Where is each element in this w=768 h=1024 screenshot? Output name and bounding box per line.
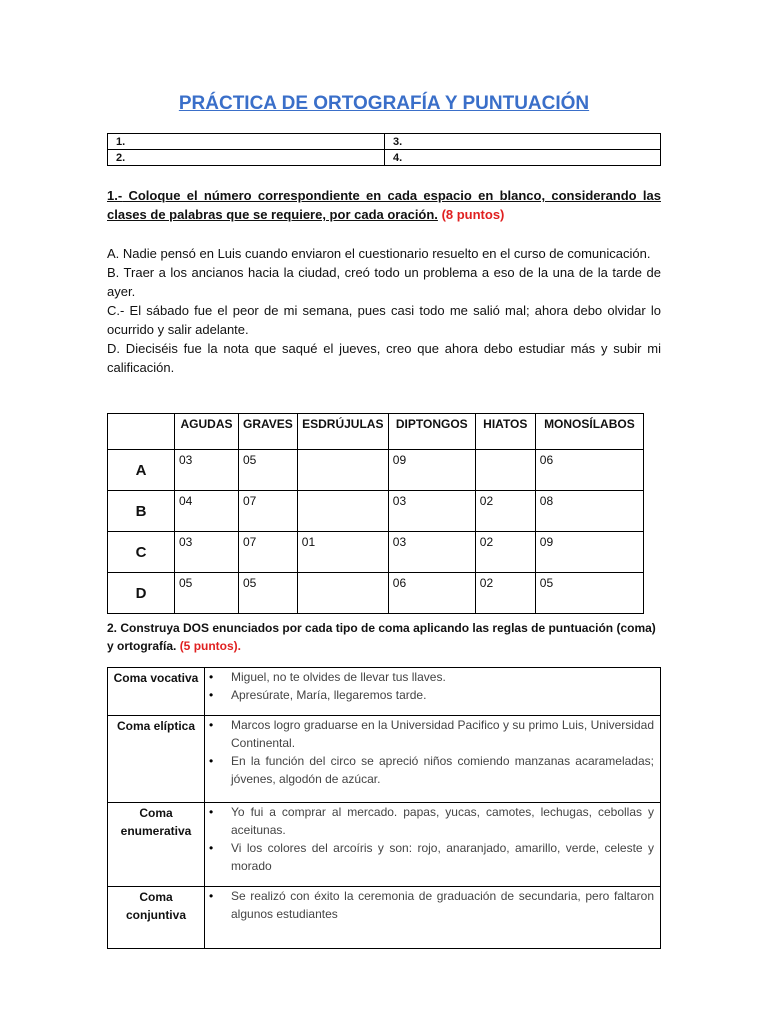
list-item: • Apresúrate, María, llegaremos tarde. [231,686,654,704]
table-cell [297,573,388,614]
row-label: C [108,532,175,573]
column-header: HIATOS [475,414,535,450]
table-cell: 03 [388,532,475,573]
examples-list [205,803,660,883]
list-item: • Yo fui a comprar al mercado. papas, yucas, camotes, lechugas, cebollas y aceitunas. [231,803,654,839]
page-title: PRÁCTICA DE ORTOGRAFÍA Y PUNTUACIÓN [178,93,590,114]
table-cell: 03 [388,491,475,532]
table-row [108,573,644,614]
list-item: • Marcos logro graduarse en la Universidad Pacifico y su primo Luis, Universidad Continental. [231,716,654,752]
examples-list [205,887,660,931]
table-row [108,491,644,532]
table-cell: 05 [239,450,298,491]
table-row [108,450,644,491]
accent-table [107,413,644,614]
sentence-b: B. Traer a los ancianos hacia la ciudad, creó todo un problema a eso de la una de la tarde de ayer. [107,265,661,299]
table-cell: 05 [175,573,239,614]
table-cell: 09 [388,450,475,491]
question-1-text: Coloque el número correspondiente en cada espacio en blanco, considerando las clases de palabras que se requiere, por cada oración. [107,188,661,222]
question-2 [107,619,661,655]
table-cell: 08 [535,491,643,532]
table-cell: 1. [108,134,385,150]
table-row [108,668,661,716]
list-item: • Se realizó con éxito la ceremonia de graduación de secundaria, pero faltaron algunos estudiantes [231,887,654,923]
sentence-c: C.- El sábado fue el peor de mi semana, pues casi todo me salió mal; ahora debo olvidar lo ocurrido y salir adelante. [107,303,661,337]
examples-cell [205,716,661,803]
question-2-text: 2. Construya DOS enunciados por cada tipo de coma aplicando las reglas de puntuación (coma) y ortografía. [107,621,656,653]
table-cell: 01 [297,532,388,573]
table-cell: 06 [535,450,643,491]
table-cell: 05 [535,573,643,614]
column-header: ESDRÚJULAS [297,414,388,450]
question-1-points: (8 puntos) [441,207,505,222]
list-item: • En la función del circo se apreció niños comiendo manzanas acarameladas; jóvenes, algodón de azúcar. [231,752,654,788]
table-cell: 04 [175,491,239,532]
table-cell: 4. [385,150,661,166]
examples-cell [205,887,661,949]
table-cell: 02 [475,532,535,573]
table-cell: 03 [175,532,239,573]
table-cell [475,450,535,491]
row-label: B [108,491,175,532]
column-header: DIPTONGOS [388,414,475,450]
table-cell: 09 [535,532,643,573]
table-row [108,150,661,166]
table-cell: 02 [475,573,535,614]
question-1 [107,186,661,224]
examples-list [205,716,660,796]
examples-cell [205,803,661,887]
table-cell: 06 [388,573,475,614]
table-cell: 2. [108,150,385,166]
sentences-list [107,244,661,377]
list-item: • Vi los colores del arcoíris y son: rojo, anaranjado, amarillo, verde, celeste y morado [231,839,654,875]
table-cell [297,491,388,532]
row-label: D [108,573,175,614]
table-cell: 07 [239,532,298,573]
table-row [108,803,661,887]
question-2-points: (5 puntos). [179,639,242,653]
table-header-row [108,414,644,450]
sentence-d: D. Dieciséis fue la nota que saqué el jueves, creo que ahora debo estudiar más y subir mi calificación. [107,341,661,375]
table-row [108,134,661,150]
table-cell [297,450,388,491]
column-header: GRAVES [239,414,298,450]
row-label: A [108,450,175,491]
comma-type-label: Coma conjuntiva [108,887,205,949]
comma-rules-table [107,667,661,949]
table-cell: 07 [239,491,298,532]
question-1-prefix: 1.- [107,188,123,203]
column-header: MONOSÍLABOS [535,414,643,450]
table-cell: 03 [175,450,239,491]
examples-cell [205,668,661,716]
list-item: • Miguel, no te olvides de llevar tus llaves. [231,668,654,686]
table-cell: 3. [385,134,661,150]
comma-type-label: Coma elíptica [108,716,205,803]
column-header: AGUDAS [175,414,239,450]
comma-type-label: Coma enumerativa [108,803,205,887]
table-cell: 02 [475,491,535,532]
comma-type-label: Coma vocativa [108,668,205,716]
table-row [108,716,661,803]
table-row [108,887,661,949]
examples-list [205,668,660,712]
names-table [107,133,661,166]
sentence-a: A. Nadie pensó en Luis cuando enviaron el cuestionario resuelto en el curso de comunicación. [107,246,651,261]
column-header [108,414,175,450]
table-row [108,532,644,573]
table-cell: 05 [239,573,298,614]
